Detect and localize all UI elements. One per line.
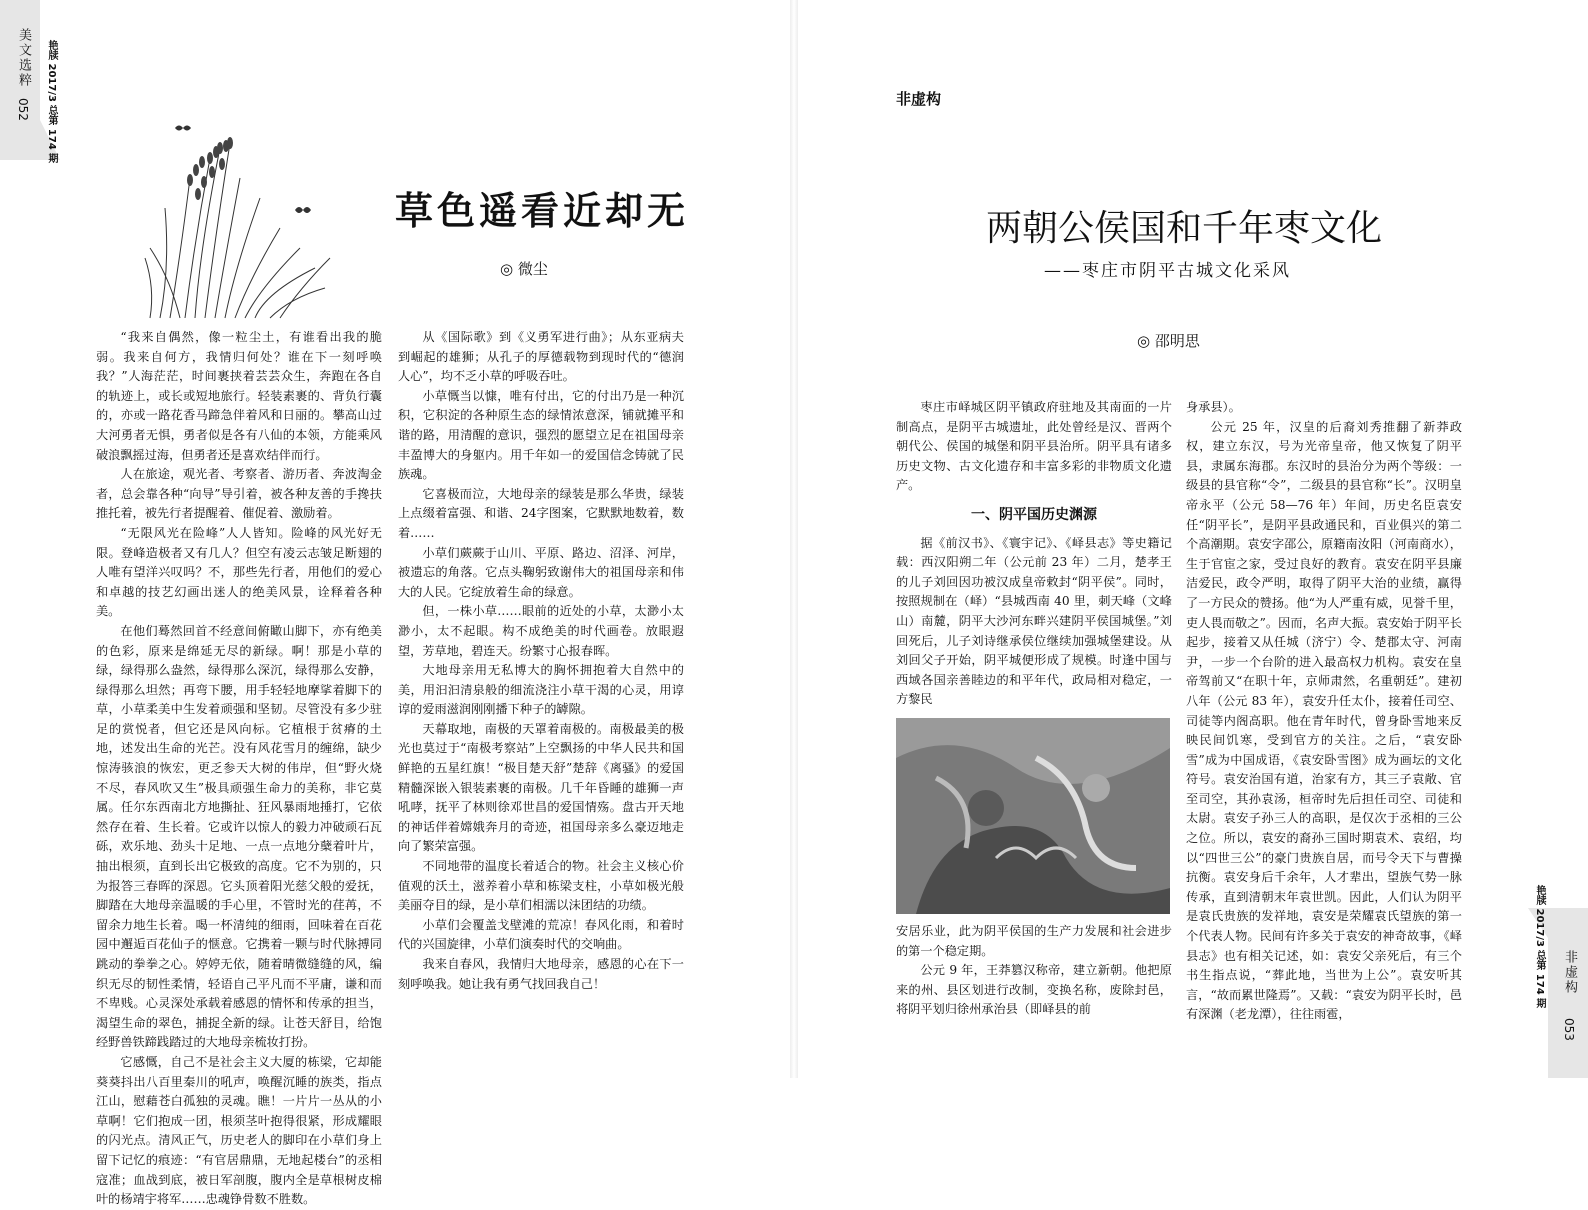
right-issue-info: 艳牍 2017/3 总第 174 期 (1534, 885, 1545, 1009)
paragraph: 小草慨当以慷，唯有付出，它的付出乃是一种沉积，它积淀的各种原生态的绿情浓意深，铺就摊平和谐的路，用清醒的意识，强烈的愿望立足在祖国母亲丰盈博大的身躯内。用千年如一的爱国信念铸就了民族魂。 (398, 388, 684, 482)
article-title: 两朝公侯国和千年枣文化 (985, 208, 1382, 249)
paragraph: 公元 9 年，王莽篡汉称帝，建立新朝。他把原来的州、县区划进行改制，变换名称，废除封邑，将阴平划归徐州承治县（即峄县的前 (896, 963, 1172, 1017)
left-article-column-2 (398, 328, 684, 1063)
paragraph: 在他们蓦然回首不经意间俯瞰山脚下，亦有绝美的色彩，原来是绵延无尽的新绿。啊！那是小草的绿，绿得那么盎然，绿得那么深沉，绿得那么安静，绿得那么坦然；再弯下腰，用手轻轻地摩挲着脚下的草，小草柔美中生发着顽强和坚韧。尽管没有多少驻足的赏悦者，但它还是风向标。它植根于贫瘠的土地，述发出生命的光芒。没有风花雪月的缠绵，缺少惊涛骇浪的恢宏，更乏参天大树的伟岸，但“野火烧不尽，春风吹又生”极具顽强生命力的美称，非它莫属。任尔东西南北方地撕扯、狂风暴雨地捶打，它依然存在着、生长着。它或许以惊人的毅力冲破顽石瓦砾，欢乐地、劲头十足地、一点一点地分蘖着叶片，抽出根须，直到长出它极致的高度。它不为别的，只为报答三春晖的深恩。它头顶着阳光慈父般的爱抚，脚踏在大地母亲温暖的手心里，不管时光的荏苒，不留余力地生长着。喝一杯清纯的细雨，回味着在百花园中邂逅百花仙子的惬意。它携着一颗与时代脉搏同跳动的拳拳之心。婷婷无依，随着晴微缝缝的风，编织无尽的韧性柔情，轻语自己平凡而不平庸，谦和而不卑贱。心灵深处承载着感恩的情怀和传承的担当，渴望生命的翠色，捕捉全新的绿。让苍天舒目，给饱经野兽铁蹄践踏过的大地母亲梳妆打扮。 (96, 623, 382, 1050)
left-page-number: 052 (16, 98, 30, 121)
paragraph: 据《前汉书》、《寰宇记》、《峄县志》等史籍记载：西汉阳朔二年（公元前 23 年）二月，楚孝王的儿子刘回因功被汉成皇帝敕封“阴平侯”。同时，按照规制在（峄）“县城西南 40 里，刺天峰（文峰山）南麓，阴平大沙河东畔兴建阴平侯国城堡。”刘回死后，儿子刘诗继承侯位继续加强城堡建设。从刘回父子开始，阴平城便形成了规模。时逢中国与西域各国亲善睦边的和平年代，政局相对稳定，一方黎民 (896, 535, 1172, 707)
category-label: 非虚构 (896, 90, 942, 108)
paragraph: 它喜极而泣，大地母亲的绿装是那么华贵，绿装上点缀着富强、和谐、24字图案，它默默地数着，数着…… (398, 486, 684, 540)
paragraph: 安居乐业，此为阴平侯国的生产力发展和社会进步的第一个稳定期。 (896, 923, 1172, 958)
article-title: 草色遥看近却无 (395, 188, 690, 233)
paragraph: 小草们会覆盖戈壁滩的荒凉！春风化雨，和着时代的兴国旋律，小草们演奏时代的交响曲。 (398, 917, 684, 952)
paragraph: 公元 25 年，汉皇的后裔刘秀推翻了新莽政权，建立东汉，号为光帝皇帝，他又恢复了阴平县，隶属东海郡。东汉时的县治分为两个等级：一级县的县官称“令”，二级县的县官称“长”。汉明皇帝永平（公元 58—76 年）年间，历史名臣袁安任“阴平长”，是阴平县政通民和，百业俱兴的第二个高潮期。袁安字邵公，原籍南汝阳（河南商水），生于官宦之家，受过良好的教育。袁安在阴平县廉洁爱民，政令严明，取得了阴平大治的业绩，赢得了一方民众的赞扬。他“为人严重有威，见誉千里，吏人畏而敬之”。因而，名声大振。袁安始于阴平长起步，接着又从任城（济宁）令、楚郡太守、河南尹，一步一个台阶的进入最高权力机构。袁安在皇帝驾前又“在职十年，京师肃然，名重朝廷”。建初八年（公元 83 年），袁安升任太仆，接着任司空、司徒等内阁高职。他在青年时代，曾身卧雪地来反映民间饥寒，受到官方的关注。之后，“袁安卧雪”成为中国成语，《袁安卧雪图》成为画坛的文化符号。袁安治国有道，治家有方，其三子袁敞、官至司空，其孙袁汤，桓帝时先后担任司空、司徒和太尉。袁安子孙三人的高职，是仅次于丞相的三公之位。所以，袁安的裔孙三国时期袁术、袁绍，均以“四世三公”的豪门贵族自居，而号令天下与曹操抗衡。袁安身后千余年，人才辈出，望族气势一脉传承，直到清朝末年袁世凯。因此，人们认为阴平是袁氏贵族的发祥地，袁安是荣耀袁氏望族的第一个代表人物。民间有许多关于袁安的神奇故事，《峄县志》也有相关记述，如：袁安父亲死后，有三个书生指点说，“葬此地，当世为上公”。袁安听其言，“故而累世隆焉”。又载：“袁安为阴平长时，邑有深渊（老龙潭），往往雨雹， (1186, 419, 1462, 1022)
right-article-column-1 (896, 398, 1172, 1063)
paragraph: 枣庄市峄城区阴平镇政府驻地及其南面的一片制高点，是阴平古城遗址，此处曾经是汉、晋两个朝代公、侯国的城堡和阴平县治所。阴平具有诸多历史文物、古文化遗存和丰富多彩的非物质文化遗产。 (896, 400, 1172, 493)
paragraph: 身承县）。 (1186, 400, 1241, 414)
stone-dragon-carving-photo (896, 718, 1170, 914)
paragraph: 大地母亲用无私博大的胸怀拥抱着大自然中的美，用汩汩清泉般的细流浇注小草干渴的心灵，用谆谆的爱雨滋润刚刚播下种子的罅隙。 (398, 663, 684, 717)
article-author: ◎ 微尘 (500, 260, 548, 278)
paragraph: 我来自春风，我情归大地母亲，感恩的心在下一刻呼唤我。她让我有勇气找回我自己！ (398, 957, 684, 991)
left-article-column-1 (96, 328, 382, 1207)
paragraph: 天幕取地，南极的天罩着南极的。南极最美的极光也莫过于“南极考察站”上空飘扬的中华人民共和国鲜艳的五星红旗！“极目楚天舒”楚辞《离骚》的爱国精髓深嵌入银装素裹的南极。几千年昏睡的雄狮一声吼哮，抚平了林则徐邓世昌的爱国情殇。盘古开天地的神话伴着嫦娥奔月的奇迹，祖国母亲多么豪迈地走向了繁荣富强。 (398, 721, 684, 854)
paragraph: 人在旅途，观光者、考察者、游历者、奔波淘金者，总会靠各种“向导”导引着，被各种友善的手搀扶推托着，被先行者提醒着、催促着、激励着。 (96, 467, 382, 521)
paragraph: 从《国际歌》到《义勇军进行曲》；从东亚病夫到崛起的雄狮；从孔子的厚德载物到现时代的“德润人心”，均不乏小草的呼吸吞吐。 (398, 330, 684, 384)
right-page-number: 053 (1562, 1018, 1576, 1041)
right-article-column-2 (1186, 398, 1462, 1063)
article-subtitle: ——枣庄市阴平古城文化采风 (1044, 261, 1291, 281)
paragraph: 小草们蕨蕨于山川、平原、路边、沼泽、河岸，被遗忘的角落。它点头鞠躬致谢伟大的祖国母亲和伟大的人民。它绽放着生命的绿意。 (398, 545, 684, 599)
right-page (794, 0, 1588, 1078)
paragraph: “我来自偶然，像一粒尘土，有谁看出我的脆弱。我来自何方，我情归何处？谁在下一刻呼唤我？”人海茫茫，时间裹挟着芸芸众生，奔跑在各自的轨迹上，或长或短地旅行。轻装素裹的、背负行囊的，亦或一路花香马蹄急伴着风和日丽的。攀高山过大河勇者无惧，勇者似是各有八仙的本领，方能乘风破浪飘摇过海，但勇者还是喜欢结伴而行。 (96, 330, 382, 462)
left-issue-info: 艳牍 2017/3 总第 174 期 (46, 40, 57, 164)
left-section-label: 美文选粹 (16, 28, 31, 88)
right-section-label: 非虚构 (1562, 950, 1577, 995)
grass-illustration-image (140, 118, 340, 323)
paragraph: 但，一株小草……眼前的近处的小草，太渺小太渺小，太不起眼。构不成绝美的时代画卷。放眼遐望，芳草地，碧连天。纷繁寸心报春晖。 (398, 604, 684, 658)
article-author: ◎ 邵明思 (1137, 332, 1200, 350)
section-heading: 一、阴平国历史渊源 (971, 506, 1097, 523)
paragraph: “无限风光在险峰”人人皆知。险峰的风光好无限。登峰造极者又有几人？但空有凌云志皱足断翅的人唯有望洋兴叹吗？不，那些先行者，用他们的爱心和卓越的技艺幻画出迷人的绝美风景，诠释着各种美。 (96, 525, 382, 619)
paragraph: 不同地带的温度长着适合的物。社会主义核心价值观的沃土，滋养着小草和栋梁支柱，小草如极光般美丽夺目的绿，是小草们相濡以沫团结的功绩。 (398, 859, 684, 913)
left-page (0, 0, 794, 1207)
paragraph: 它感慨，自己不是社会主义大厦的栋梁，它却能葵葵抖出八百里秦川的吼声，唤醒沉睡的族类，指点江山，慰藉苍白孤独的灵魂。瞧！一片片一丛从的小草啊！它们抱成一团，根须茎叶抱得很紧，形成耀眼的闪光点。清风正气，历史老人的脚印在小草们身上留下记忆的痕迹：“有官居鼎鼎，无地起楼台”的丞相寇准；血战到底，被日军剖腹，腹内全是草根树皮棉叶的杨靖宇将军……忠魂铮骨数不胜数。 (96, 1054, 382, 1207)
